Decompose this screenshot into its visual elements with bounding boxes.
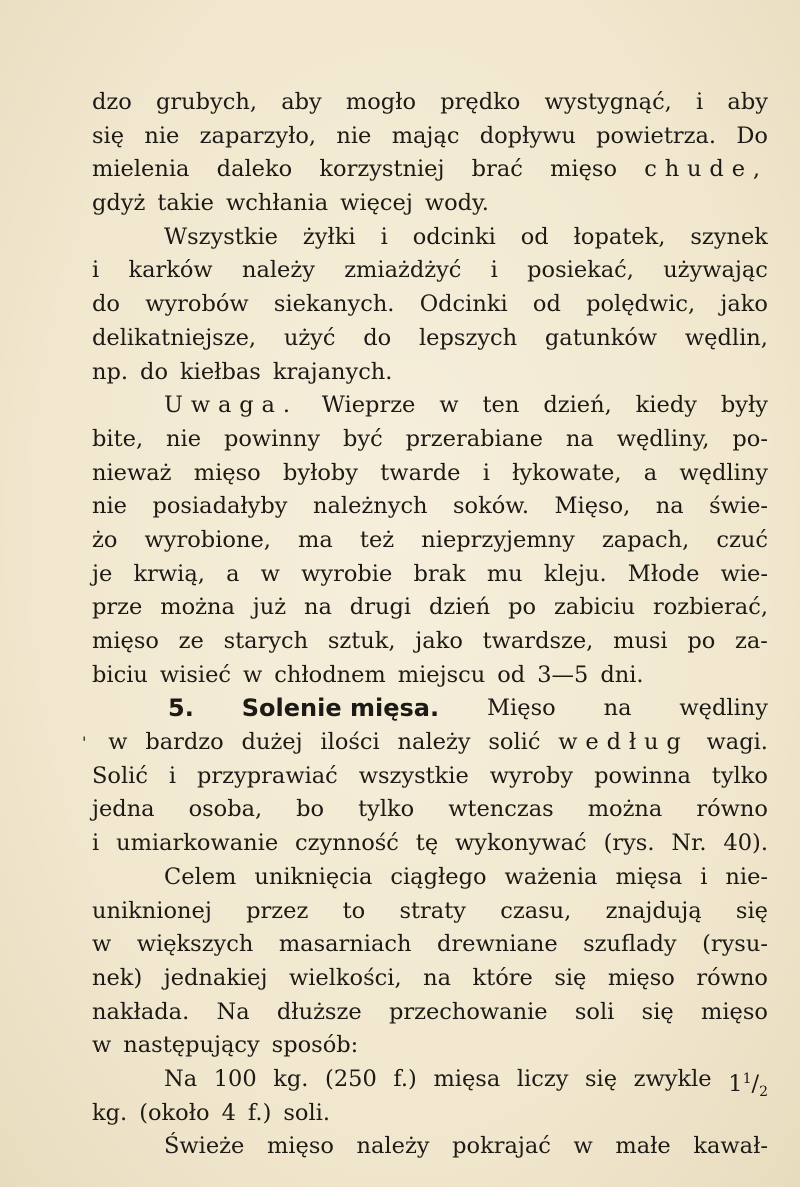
text-line [92, 524, 768, 558]
word: były [720, 392, 768, 419]
word: f.) [393, 1065, 417, 1092]
word: Na [164, 1065, 198, 1092]
word: używając [663, 257, 768, 284]
word: należy [397, 729, 471, 756]
word: posiekać, [527, 257, 634, 284]
word: dzień [428, 594, 491, 621]
word: zwykle [633, 1065, 712, 1092]
word: mięso [701, 998, 768, 1025]
word: nieważ [92, 459, 172, 486]
word: do [140, 358, 168, 385]
word: w [439, 392, 459, 419]
word: znajdują [605, 897, 702, 924]
word: drewniane [437, 931, 558, 958]
word: i [490, 257, 498, 284]
word: wyrobów [145, 291, 249, 318]
word: drugi [349, 594, 412, 621]
word: Na [216, 998, 250, 1025]
word: a [226, 560, 240, 587]
word: kg. [273, 1065, 309, 1092]
text-line [92, 827, 768, 861]
word: na [304, 594, 332, 621]
word: wyrobie [301, 560, 393, 587]
text-line [92, 591, 768, 625]
word: w [573, 1133, 593, 1160]
word: solić [488, 729, 541, 756]
text-line [92, 558, 768, 592]
word: kiedy [635, 392, 697, 419]
word: się [735, 897, 768, 924]
word: powietrza. [596, 122, 717, 149]
word: zaparzyło, [199, 122, 317, 149]
word: aby [727, 89, 768, 115]
word: liczy [516, 1065, 569, 1092]
word: bo [296, 796, 325, 823]
text-line [92, 254, 768, 288]
word: od [520, 223, 549, 250]
word: siekanych. [273, 291, 395, 318]
word: jako [720, 291, 768, 318]
word: posiadałyby [152, 493, 288, 520]
word: mięso [92, 628, 159, 654]
word: wszystkie [358, 762, 469, 789]
word: na [565, 425, 594, 452]
word: jedna [92, 796, 155, 823]
word: wykonywać [455, 830, 587, 857]
word: czasu, [500, 897, 572, 924]
word: należy [241, 257, 315, 284]
text-line [92, 457, 768, 491]
text-line [92, 659, 768, 693]
word: byłoby [282, 459, 359, 486]
word: Solenie mięsa. [241, 694, 440, 723]
word: czynność [295, 830, 399, 857]
word: Młode [627, 560, 700, 587]
word: mielenia [92, 156, 190, 183]
word: Odcinki [419, 291, 508, 318]
word: dzo [92, 89, 132, 115]
word: można [587, 796, 663, 823]
word: kawał- [693, 1133, 768, 1160]
word: (rysu- [702, 931, 768, 958]
word: takie [157, 190, 214, 217]
word: bite, [92, 425, 144, 452]
word: i [482, 459, 490, 486]
word: (250 [325, 1065, 377, 1092]
word: osoba, [188, 796, 263, 823]
word: nie [144, 122, 180, 149]
word: chude, [644, 156, 768, 183]
word: uniknięcia [254, 863, 373, 890]
word: (około [139, 1099, 210, 1126]
word: powinna [594, 762, 691, 789]
word: na [423, 964, 452, 991]
word: w [92, 1032, 112, 1059]
word: bardzo [145, 729, 224, 756]
text-line [92, 120, 768, 154]
word: mięso [550, 156, 618, 183]
word: ze [178, 628, 204, 654]
word: żo [92, 526, 118, 553]
word: Solić [92, 762, 148, 789]
word: wędliny [679, 695, 768, 722]
word: świe- [709, 493, 768, 520]
word: od [532, 291, 561, 318]
text-line [92, 760, 768, 794]
word: (rys. [603, 830, 655, 857]
text-line [92, 356, 768, 390]
word: przerabiane [405, 425, 543, 452]
word: chłodnem [274, 661, 386, 688]
word: na [603, 695, 632, 722]
word: następujący [123, 1032, 260, 1059]
word: być [343, 425, 383, 452]
word: wędliny [679, 459, 768, 486]
word: w [108, 729, 128, 756]
text-line [92, 793, 768, 827]
word: i [168, 762, 177, 789]
word: krajanych. [272, 358, 393, 385]
word: twarde [380, 459, 461, 486]
word: soli [574, 998, 615, 1025]
word: nek) [92, 964, 143, 991]
word: wędliny, [616, 425, 710, 452]
word: Mięso [487, 695, 556, 722]
word: już [252, 594, 287, 621]
word: daleko [216, 156, 293, 183]
word: szuflady [583, 931, 677, 958]
word: zapach, [601, 526, 690, 553]
text-line [92, 625, 768, 659]
word: ma [298, 526, 333, 553]
text-line [92, 861, 768, 895]
word: dużej [241, 729, 303, 756]
word: mogło [345, 89, 417, 115]
word: aby [281, 89, 322, 115]
word: zabiciu [553, 594, 636, 621]
text-line [92, 895, 768, 929]
word: je [92, 560, 113, 587]
word: równo [696, 796, 768, 823]
word: wędlin, [684, 324, 768, 351]
word: biciu [92, 661, 148, 688]
word: nie- [725, 863, 768, 890]
word: się [554, 964, 587, 991]
text-line [92, 423, 768, 457]
word: mięsa [615, 863, 683, 890]
word: przyprawiać [197, 762, 338, 789]
word: nakłada. [92, 998, 190, 1025]
word: polędwic, [586, 291, 696, 318]
word: straty [399, 897, 466, 924]
word: Uwaga. [164, 392, 298, 419]
text-line [92, 1029, 768, 1063]
text-line [92, 322, 768, 356]
word: wchłania [225, 190, 329, 217]
word: sposób: [271, 1032, 359, 1059]
word: ciągłego [390, 863, 487, 890]
word: według [558, 729, 689, 756]
text-line [92, 692, 768, 726]
word: Wieprze [321, 392, 416, 419]
text-line [92, 288, 768, 322]
word: i [92, 257, 100, 284]
text-line [92, 996, 768, 1030]
word: 4 [221, 1099, 236, 1126]
word: umiarkowanie [116, 830, 279, 857]
text-line [92, 1097, 768, 1131]
word: 40). [723, 830, 768, 857]
word: wody. [424, 190, 489, 217]
word: łykowate, [512, 459, 622, 486]
word: nie [92, 493, 128, 520]
word: uniknionej [92, 897, 212, 924]
word: należnych [312, 493, 428, 520]
word: wystygnąć, [544, 89, 672, 115]
word: w [92, 931, 112, 958]
word: Mięso, [554, 493, 631, 520]
word: soków. [453, 493, 530, 520]
word: wtenczas [448, 796, 554, 823]
word: wagi. [706, 729, 768, 756]
word: tę [415, 830, 439, 857]
word: dzień, [543, 392, 612, 419]
word: sztuk, [327, 628, 396, 654]
word: po [508, 594, 537, 621]
word: za- [735, 628, 768, 654]
word: szynek [690, 223, 768, 250]
word: rozbierać, [652, 594, 768, 621]
text-line [92, 490, 768, 524]
word: kiełbas [180, 358, 261, 385]
word: równo [696, 964, 768, 991]
word: Świeże [164, 1133, 245, 1160]
text-line [82, 726, 768, 760]
word: starych [223, 628, 309, 654]
word: mu [486, 560, 523, 587]
word: np. [92, 358, 129, 385]
word: można [160, 594, 235, 621]
word: brak [413, 560, 466, 587]
word: mięso [607, 964, 675, 991]
word: lepszych [418, 324, 518, 351]
word: krwią, [133, 560, 205, 587]
word: wie- [720, 560, 768, 587]
word: 5. [168, 694, 194, 723]
word: to [342, 897, 366, 924]
word: użyć [283, 324, 336, 351]
word: zmiażdżyć [344, 257, 462, 284]
word: mięsa [433, 1065, 501, 1092]
word: brać [471, 156, 523, 183]
text-line [92, 1130, 768, 1164]
word: dłuższe [276, 998, 362, 1025]
word: tylko [358, 796, 415, 823]
text-line [92, 928, 768, 962]
word: w [243, 661, 263, 688]
word: 3—5 [537, 661, 589, 688]
word: gdyż [92, 190, 146, 217]
word: do [363, 324, 392, 351]
word: Nr. [671, 830, 707, 857]
word: 100 [213, 1065, 257, 1092]
word: żyłki [302, 223, 356, 250]
word: ważenia [504, 863, 598, 890]
word: nie [166, 425, 202, 452]
word: należy [356, 1133, 430, 1160]
word: miejscu [397, 661, 486, 688]
word: po- [732, 425, 768, 452]
word: i [696, 89, 704, 115]
word: nie [336, 122, 372, 149]
word: f.) [247, 1099, 272, 1126]
text-line [92, 962, 768, 996]
word: które [472, 964, 533, 991]
text-line [92, 86, 768, 120]
word: jako [415, 628, 463, 654]
word: korzystniej [319, 156, 445, 183]
word: prędko [440, 89, 521, 115]
word: po [687, 628, 716, 654]
word: prze [92, 594, 143, 621]
word: do [92, 291, 120, 318]
word: w [260, 560, 280, 587]
word: wisieć [159, 661, 232, 688]
text-line [92, 221, 768, 255]
word: musi [613, 628, 668, 654]
word: się [92, 122, 125, 149]
word: mięso [266, 1133, 334, 1160]
word: masarniach [278, 931, 412, 958]
word: Do [736, 122, 768, 149]
word: wielkości, [288, 964, 402, 991]
word: delikatniejsze, [92, 324, 257, 351]
word: i [92, 830, 100, 857]
word: się [585, 1065, 618, 1092]
word: też [359, 526, 395, 553]
word: wyroby [489, 762, 574, 789]
word: soli. [283, 1099, 330, 1126]
word: dopływu [479, 122, 576, 149]
word: na [655, 493, 684, 520]
word: odcinki [412, 223, 496, 250]
word: pokrajać [452, 1133, 551, 1160]
word: ten [482, 392, 520, 419]
word: mając [391, 122, 460, 149]
word: czuć [716, 526, 768, 553]
word: i [700, 863, 708, 890]
word: od [497, 661, 526, 688]
word: a [643, 459, 658, 486]
word: się [641, 998, 674, 1025]
word: kg. [92, 1099, 128, 1126]
body-text [82, 86, 768, 1164]
word: grubych, [156, 89, 258, 115]
word: małe [615, 1133, 671, 1160]
word: nieprzyjemny [421, 526, 575, 553]
word: tylko [711, 762, 768, 789]
text-line [92, 153, 768, 187]
word: ilości [320, 729, 380, 756]
word: dni. [600, 661, 644, 688]
word: gatunków [544, 324, 658, 351]
word: więcej [340, 190, 413, 217]
word: twardsze, [482, 628, 594, 654]
word: i [380, 223, 388, 250]
word: Wszystkie [164, 223, 278, 250]
margin-mark: ' [82, 733, 87, 753]
word: większych [136, 931, 254, 958]
word: przez [246, 897, 309, 924]
text-line [92, 1063, 768, 1100]
word: powinny [223, 425, 321, 452]
text-line [92, 187, 768, 221]
word: mięso [193, 459, 261, 486]
fraction-value: $1^1/_2$ [728, 1070, 768, 1100]
text-line [92, 389, 768, 423]
word: przechowanie [388, 998, 548, 1025]
word: łopatek, [573, 223, 666, 250]
word: Celem [164, 863, 237, 890]
word: wyrobione, [144, 526, 271, 553]
word: karków [128, 257, 213, 284]
word: kleju. [543, 560, 607, 587]
word: jednakiej [163, 964, 268, 991]
